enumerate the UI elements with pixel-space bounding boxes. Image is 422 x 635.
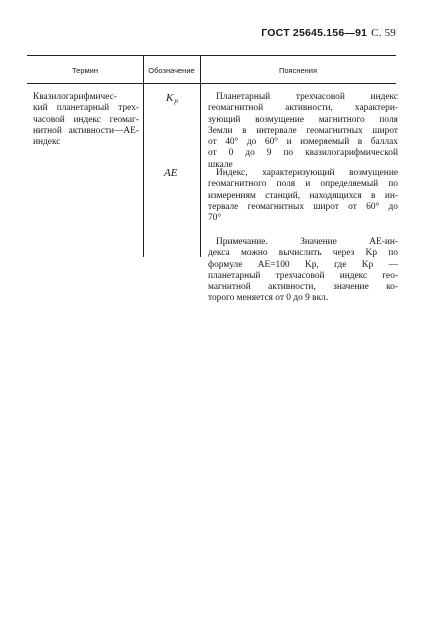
explanation-line: геомагнитного поля и определяемый по — [208, 179, 398, 190]
column-header-term: Термин — [72, 66, 98, 75]
explanation-line: от 0 до 9 по квазилогарифмической — [208, 148, 398, 159]
explanation-line: шкале — [208, 159, 233, 170]
term-line: индекс — [33, 137, 61, 148]
note-line: формуле AE=100 Kp, где Kp — — [208, 259, 398, 270]
page-number: С. 59 — [371, 27, 396, 39]
explanation-line: геомагнитной активности, характери- — [208, 103, 398, 114]
column-header-symbol: Обозначение — [148, 66, 195, 75]
explanation-line: тервале геомагнитных широт от 60° до — [208, 201, 398, 212]
table-top-rule — [27, 55, 396, 56]
note-cell — [208, 237, 398, 305]
column-header-explanation: Пояснения — [278, 66, 318, 75]
note-line: планетарный трехчасовой индекс гео- — [208, 270, 398, 281]
note-line: торого меняется от 0 до 9 вкл. — [208, 293, 329, 304]
term-line: нитной активности—AE- — [33, 125, 139, 136]
note-line: Примечание. Значение AE-ин- — [216, 237, 398, 247]
symbol-main: K — [166, 92, 174, 104]
symbol-kp — [166, 92, 178, 105]
table-header-rule — [27, 83, 396, 84]
explanation-line: зующий возмущение магнитного поля — [208, 114, 398, 125]
explanation-line: Индекс, характеризующий возмущение — [216, 168, 398, 178]
note-line: магнитной активности, значение ко- — [208, 282, 398, 293]
note-line: декса можно вычислить через Kp по — [208, 248, 398, 259]
symbol-ae: AE — [164, 167, 178, 179]
term-line: кий планетарный трех- — [33, 103, 139, 114]
explanation-line: измерениям станций, находящихся в ин- — [208, 190, 398, 201]
term-line: часовой индекс геомаг- — [33, 114, 139, 125]
explanation-cell — [208, 92, 398, 171]
explanation-line: Планетарный трехчасовой индекс — [216, 92, 398, 102]
explanation-line: от 40° до 60° и измеряемый в баллах — [208, 137, 398, 148]
standard-code: ГОСТ 25645.156—91 — [261, 27, 368, 39]
explanation-line: Земли в интервале геомагнитных широт — [208, 125, 398, 136]
explanation-cell — [208, 168, 398, 224]
term-cell — [33, 92, 139, 148]
explanation-line: 70° — [208, 213, 222, 224]
column-divider-2 — [200, 55, 201, 257]
page-header — [261, 27, 396, 39]
column-divider-1 — [143, 55, 144, 257]
symbol-subscript: p — [174, 97, 178, 105]
term-line: Квазилогарифмичес- — [33, 92, 117, 102]
